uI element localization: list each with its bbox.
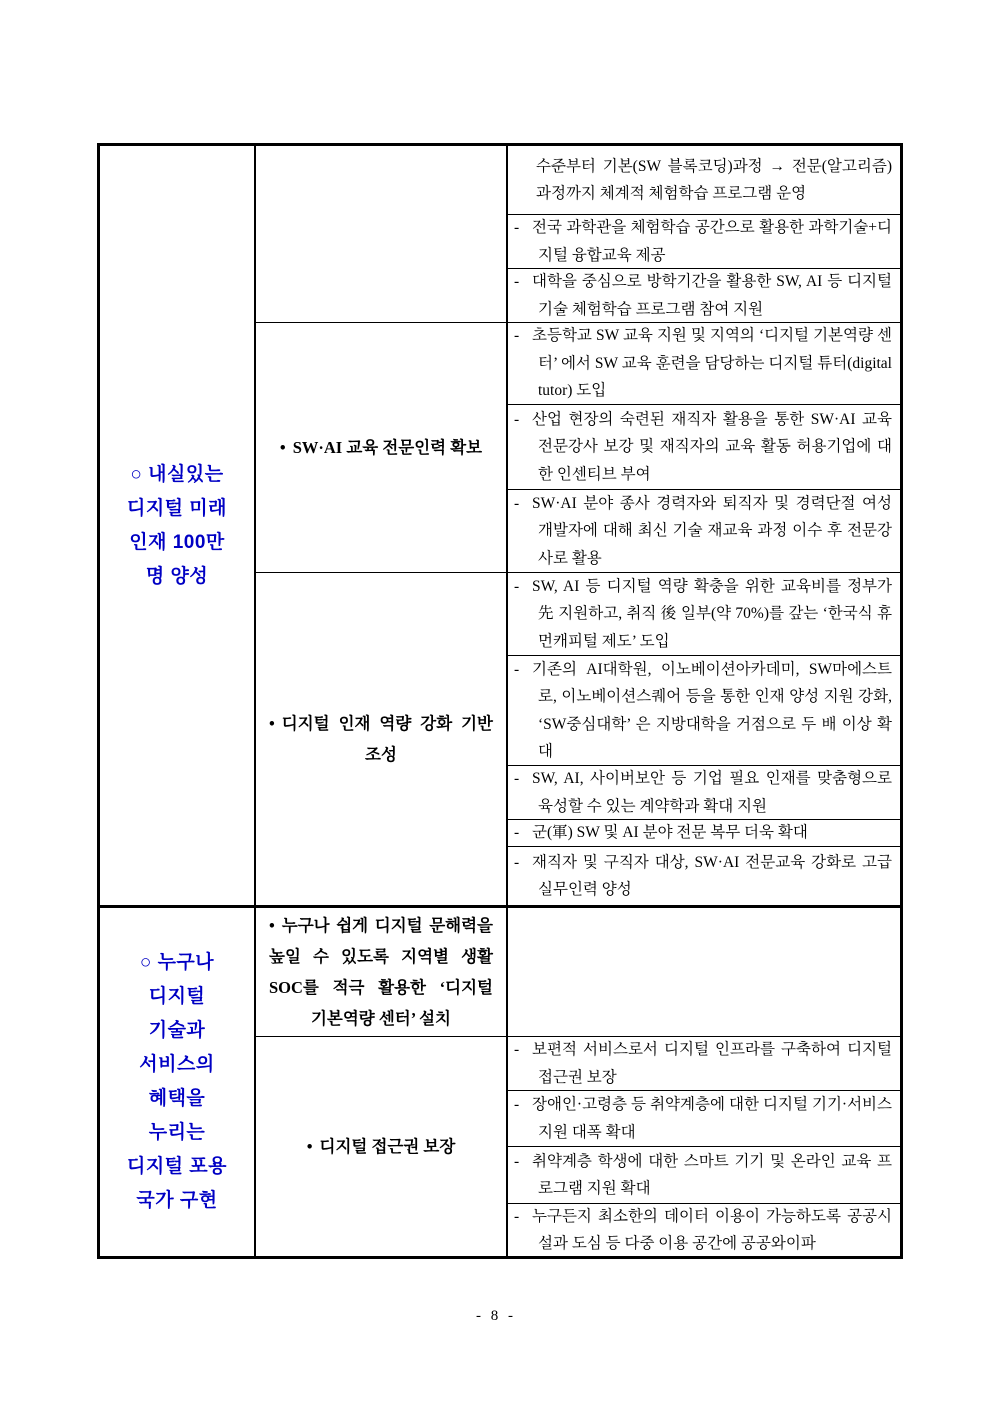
bullet-icon: • bbox=[269, 714, 275, 733]
band-digital-access bbox=[256, 1037, 900, 1256]
detail-item bbox=[508, 269, 900, 322]
group-title-line: 디지털 포용 bbox=[126, 1156, 228, 1177]
detail-item bbox=[508, 656, 900, 766]
dash-marker: - bbox=[514, 410, 520, 428]
detail-items-empty bbox=[508, 908, 900, 1036]
detail-item bbox=[508, 215, 900, 269]
detail-text: 전국 과학관을 체험학습 공간으로 활용한 과학기술+디지털 융합교육 제공 bbox=[532, 219, 892, 264]
group-title-line: 기술과 bbox=[148, 1020, 206, 1041]
band-sw-ai-teachers bbox=[256, 323, 900, 573]
detail-text: 초등학교 SW 교육 지원 및 지역의 ‘디지털 기본역량 센터’ 에서 SW 교육 훈련을 담당하는 디지털 튜터(digital tutor) 도입 bbox=[532, 327, 892, 400]
bullet-label bbox=[269, 432, 493, 463]
detail-item bbox=[508, 573, 900, 656]
detail-item bbox=[508, 490, 900, 572]
detail-item-text bbox=[508, 1037, 900, 1091]
dash-marker: - bbox=[514, 494, 520, 512]
page-number: - 8 - bbox=[476, 1308, 516, 1324]
detail-item-text bbox=[508, 766, 900, 820]
dash-marker: - bbox=[514, 1207, 520, 1225]
bullet-label bbox=[269, 910, 493, 1034]
detail-item bbox=[508, 323, 900, 405]
bullet-label-text: 누구나 쉽게 디지털 문해력을 높일 수 있도록 지역별 생활 SOC를 적극 활용한 ‘디지털 기본역량 센터’ 설치 bbox=[269, 916, 493, 1028]
group-title-cell bbox=[100, 146, 256, 905]
detail-item-text bbox=[508, 820, 900, 847]
bullet-cell bbox=[256, 1037, 508, 1256]
dash-marker: - bbox=[514, 824, 520, 842]
detail-item-text bbox=[508, 406, 900, 489]
bullet-label bbox=[269, 219, 493, 250]
band-digital-literacy-center bbox=[256, 908, 900, 1037]
group-title-cell bbox=[100, 908, 256, 1256]
detail-item-text bbox=[508, 849, 900, 904]
bullet-label bbox=[269, 1131, 493, 1162]
group-title-line: 국가 구현 bbox=[136, 1190, 218, 1211]
bullet-icon: • bbox=[279, 438, 286, 457]
group-title-line: 디지털 미래 bbox=[126, 497, 228, 519]
dash-marker: - bbox=[514, 327, 520, 345]
detail-text: 취약계층 학생에 대한 스마트 기기 및 온라인 교육 프로그램 지원 확대 bbox=[532, 1152, 892, 1197]
group-title-line: ○ 내실있는 bbox=[130, 463, 224, 485]
detail-item-text bbox=[508, 573, 900, 655]
detail-item-text bbox=[508, 656, 900, 766]
bullet-label-text: 디지털 접근권 보장 bbox=[319, 1137, 456, 1156]
dash-marker: - bbox=[514, 219, 520, 236]
detail-text: 기존의 AI대학원, 이노베이션아카데미, SW마에스트로, 이노베이션스퀘어 등을 통한 인재 양성 지원 강화, ‘SW중심대학’ 은 지방대학을 거점으로 두 배 이상 확대 bbox=[532, 660, 892, 760]
detail-items bbox=[508, 323, 900, 572]
bullet-cell bbox=[256, 573, 508, 905]
detail-item-text bbox=[508, 269, 900, 322]
detail-item bbox=[508, 405, 900, 490]
detail-text: 재직자 및 구직자 대상, SW·AI 전문교육 강화로 고급 실무인력 양성 bbox=[532, 853, 892, 898]
detail-item bbox=[508, 1091, 900, 1147]
dash-marker: - bbox=[514, 660, 520, 678]
bullet-icon: • bbox=[306, 1137, 313, 1156]
bullet-icon: • bbox=[269, 916, 275, 935]
bullet-label bbox=[269, 708, 493, 770]
detail-item-text bbox=[508, 1204, 900, 1256]
group-title-line: 서비스의 bbox=[139, 1054, 215, 1075]
dash-marker: - bbox=[514, 853, 520, 871]
dash-marker: - bbox=[514, 1152, 520, 1170]
detail-item-text bbox=[508, 490, 900, 572]
detail-item-text bbox=[508, 1091, 900, 1146]
group-body bbox=[256, 908, 900, 1256]
group-title-line: 혜택을 bbox=[148, 1088, 206, 1109]
detail-text: 보편적 서비스로서 디지털 인프라를 구축하여 디지털 접근권 보장 bbox=[532, 1041, 892, 1086]
detail-item bbox=[508, 1204, 900, 1256]
dash-marker: - bbox=[514, 577, 520, 595]
detail-text: SW·AI 분야 종사 경력자와 퇴직자 및 경력단절 여성 개발자에 대해 최신 기술 재교육 과정 이수 후 전문강사로 활용 bbox=[532, 494, 892, 567]
detail-item bbox=[508, 766, 900, 820]
dash-marker: - bbox=[514, 1041, 520, 1058]
detail-items bbox=[508, 146, 900, 322]
bullet-cell bbox=[256, 908, 508, 1036]
bullet-label-text: 디지털 인재 역량 강화 기반 조성 bbox=[281, 714, 493, 764]
group-title-line: ○ 누구나 bbox=[139, 952, 215, 973]
policy-table bbox=[97, 143, 903, 1259]
band-talent-capability bbox=[256, 573, 900, 905]
detail-text: 누구든지 최소한의 데이터 이용이 가능하도록 공공시설과 도심 등 다중 이용 공간에 공공와이파 bbox=[532, 1207, 892, 1252]
group-title-line: 누리는 bbox=[148, 1122, 206, 1143]
detail-items bbox=[508, 1037, 900, 1256]
bullet-label-text: SW·AI 교육 전문인력 확보 bbox=[292, 438, 483, 457]
detail-item-text bbox=[508, 215, 900, 269]
group-body bbox=[256, 146, 900, 905]
group-title-line: 인재 100만 bbox=[129, 531, 225, 553]
table-row-group-inclusion bbox=[100, 908, 900, 1256]
detail-item bbox=[508, 1037, 900, 1091]
bullet-cell bbox=[256, 323, 508, 572]
dash-marker: - bbox=[514, 770, 520, 787]
detail-text: SW, AI 등 디지털 역량 확충을 위한 교육비를 정부가 先 지원하고, 취직 後 일부(약 70%)를 갚는 ‘한국식 휴먼캐피털 제도’ 도입 bbox=[532, 577, 892, 650]
table-row-group-talent bbox=[100, 146, 900, 908]
group-title-line: 명 양성 bbox=[145, 565, 209, 587]
dash-marker: - bbox=[514, 1096, 520, 1113]
detail-items bbox=[508, 573, 900, 905]
detail-text: 대학을 중심으로 방학기간을 활용한 SW, AI 등 디지털 기술 체험학습 프로그램 참여 지원 bbox=[532, 273, 892, 318]
detail-item bbox=[508, 820, 900, 847]
bullet-cell-empty bbox=[256, 146, 508, 322]
detail-item-text: 수준부터 기본(SW 블록코딩)과정 → 전문(알고리즘) 과정까지 체계적 체험학습 프로그램 운영 bbox=[536, 157, 892, 202]
detail-text: 군(軍) SW 및 AI 분야 전문 복무 더욱 확대 bbox=[532, 824, 808, 842]
detail-text: SW, AI, 사이버보안 등 기업 필요 인재를 맞춤형으로 육성할 수 있는 계약학과 확대 지원 bbox=[532, 770, 892, 815]
detail-text: 장애인·고령층 등 취약계층에 대한 디지털 기기·서비스 지원 대폭 확대 bbox=[532, 1096, 892, 1141]
band-continuation bbox=[256, 146, 900, 323]
detail-item bbox=[508, 146, 900, 215]
detail-item-text bbox=[508, 323, 900, 405]
group-title-line: 디지털 bbox=[148, 986, 206, 1007]
detail-text: 산업 현장의 숙련된 재직자 활용을 통한 SW·AI 교육 전문강사 보강 및 재직자의 교육 활동 허용기업에 대한 인센티브 부여 bbox=[532, 410, 892, 483]
detail-item-text bbox=[508, 1148, 900, 1203]
dash-marker: - bbox=[514, 273, 520, 290]
detail-item bbox=[508, 847, 900, 905]
detail-item bbox=[508, 1147, 900, 1204]
